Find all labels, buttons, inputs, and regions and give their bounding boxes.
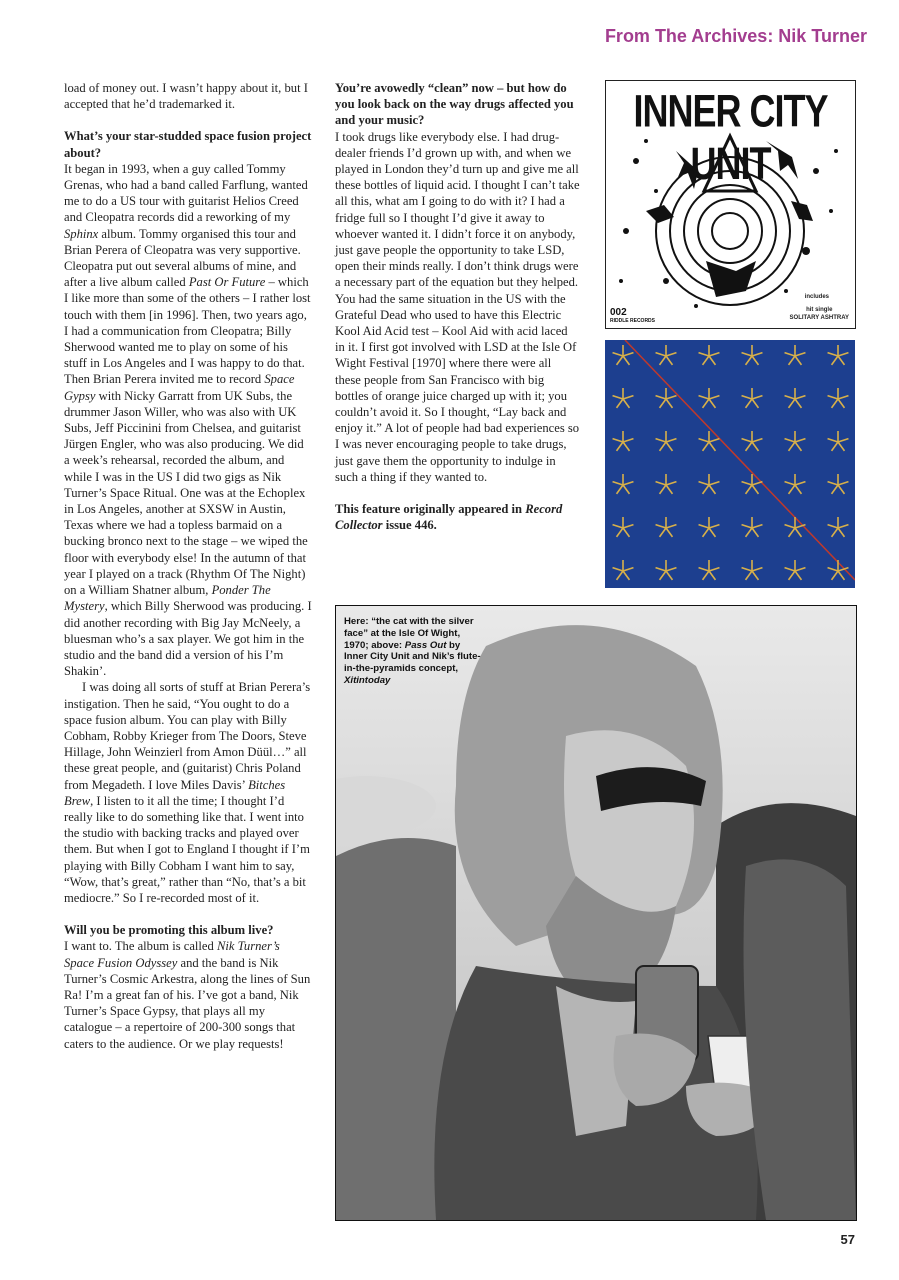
- star-icon: [699, 517, 720, 537]
- star-icon: [613, 474, 634, 494]
- star-icon: [742, 431, 763, 451]
- star-icon: [699, 560, 720, 580]
- star-icon: [742, 517, 763, 537]
- star-icon: [828, 431, 849, 451]
- star-icon: [742, 388, 763, 408]
- star-icon: [699, 431, 720, 451]
- star-icon: [742, 560, 763, 580]
- star-icon: [656, 474, 677, 494]
- page-section-title: From The Archives: Nik Turner: [604, 26, 867, 46]
- star-icon: [656, 431, 677, 451]
- star-icon: [613, 517, 634, 537]
- star-icon: [785, 474, 806, 494]
- star-icon: [613, 345, 634, 365]
- star-icon: [656, 517, 677, 537]
- star-icon: [785, 560, 806, 580]
- star-icon: [828, 388, 849, 408]
- star-icon: [656, 345, 677, 365]
- album-cover-pass-out: [605, 80, 856, 329]
- star-icon: [828, 474, 849, 494]
- star-icon: [742, 345, 763, 365]
- album-cover-xitintoday: [605, 340, 855, 588]
- star-icon: [785, 431, 806, 451]
- includes-label: includes: [804, 294, 829, 300]
- star-icon: [828, 345, 849, 365]
- star-icon: [613, 560, 634, 580]
- photo-illustration: [336, 606, 856, 1220]
- photo-caption: Here: “the cat with the silver face” at the Isle Of Wight, 1970; above: Pass Out by Inner City Unit and Nik’s flute-in-the-pyramids concept, Xitintoday: [344, 616, 481, 686]
- paragraph: I want to. The album is called Nik Turner’s Space Fusion Odyssey and the band is Nik Turner’s Cosmic Arkestra, along the lines of Sun Ra! I’m a great fan of his. I’ve got a band, Nik Turner’s Space Gypsy, that plays all my catalogue – a repertoire of 200-300 songs that caters to the audience. Or we play requests!: [64, 939, 311, 1051]
- star-icon: [785, 345, 806, 365]
- star-icon: [613, 431, 634, 451]
- paragraph: It began in 1993, when a guy called Tommy Grenas, who had a band called Farflung, wanted me to do a US tour with guitarist Helios Creed and Cleopatra records did a reworking of my Sphinx album. Tommy organised this tour and Brian Perera of Cleopatra was very supportive. Cleopatra put out several albums of mine, and after a live album called Past Or Future – which I like more than some of the others – I rather lost touch with them [in 1996]. Then, two years ago, I had a communication from Cleopatra; Billy Sherwood wanted me to play on some of his stuff in Los Angeles and I was happy to do that. Then Brian Perera invited me to record Space Gypsy with Nicky Garratt from UK Subs, the drummer Jason Willer, who was also with UK Subs, Jeff Piccinini from Chelsea, and guitarist Jürgen Engler, who was also producing. We did a week’s rehearsal, recorded the album, and while I was in the US I did two gigs as Nik Turner’s Space Ritual. One was at the Echoplex in Los Angeles, another at SXSW in Austin, Texas where we had a topless barmaid on a bucking bronco next to the stage – we wiped the floor with everybody else! In the autumn of that year I played on a track (Rhythm Of The Night) on a William Shatner album, Ponder The Mystery, which Billy Sherwood was producing. I did another recording with Big Jay McNeely, a bluesman who’s a sax player. We got him in the studio and the band did a version of his I’m Shakin’.: [64, 161, 312, 679]
- star-icon: [699, 388, 720, 408]
- star-icon: [613, 388, 634, 408]
- star-icon: [699, 474, 720, 494]
- diagonal-line: [625, 340, 855, 580]
- festival-photo: [335, 605, 857, 1221]
- interview-question: You’re avowedly “clean” now – but how do you look back on the way drugs affected you and your music?: [335, 81, 574, 128]
- source-credit: This feature originally appeared in Record Collector issue 446.: [335, 502, 563, 533]
- page-number: 57: [840, 1232, 855, 1247]
- article-column-2: [335, 80, 580, 533]
- star-icon: [699, 345, 720, 365]
- paragraph: load of money out. I wasn’t happy about it, but I accepted that he’d trademarked it.: [64, 81, 308, 112]
- interview-question: Will you be promoting this album live?: [64, 923, 274, 938]
- star-icon: [785, 388, 806, 408]
- star-icon: [656, 560, 677, 580]
- album-logo: INNER CITY UNIT: [633, 85, 828, 189]
- interview-question: What’s your star-studded space fusion project about?: [64, 129, 312, 160]
- star-pattern-art: [605, 340, 855, 588]
- paragraph: I was doing all sorts of stuff at Brian Perera’s instigation. Then he said, “You ought to do a space fusion album. You can play with Billy Cobham, Robby Krieger from The Doors, Steve Hillage, John Weinzierl from Amon Düül…” all these great people, and (guitarist) Chris Poland from Megadeth. I love Miles Davis’ Bitches Brew, I listen to it all the time; I thought I’d really like to do something like that. I went into the studio with backing tracks and played over them. But when I got to England I thought if I’m playing with Billy Cobham I want him to say, “Wow, that’s great,” rather than “No, that’s a bit mediocre.” So I re-recorded most of it.: [64, 680, 311, 905]
- hit-single-label: hit single SOLITARY ASHTRAY: [789, 307, 849, 321]
- article-column-1: [64, 80, 312, 1052]
- star-icon: [785, 517, 806, 537]
- star-icon: [828, 517, 849, 537]
- star-icon: [742, 474, 763, 494]
- paragraph: I took drugs like everybody else. I had drug-dealer friends I’d grown up with, and when we played in London they’d turn up and give me all these bottles of liquid acid. I thought I can’t take all this, what am I going to do with it? I had a fridge full so I thought I’d give it away to whoever wanted it. I didn’t force it on anybody, just gave people the opportunity to take LSD, open their minds really. I don’t think drugs were a necessary part of the equation but they helped. You had the same situation in the US with the Grateful Dead who used to have this Electric Kool Aid Acid test – Kool Aid with acid laced in it. I first got involved with LSD at the Isle Of Wight Festival [1970] where there were all these people from San Francisco with big bottles of orange juice charged up with it; you couldn’t avoid it. So I thought, “Lay back and enjoy it.” A lot of people had bad experiences so I was never encouraging people to take drugs, just gave them the opportunity to indulge in such a thing if they wanted to.: [335, 129, 580, 484]
- record-label-badge: 002 RIDDLE RECORDS: [610, 307, 656, 324]
